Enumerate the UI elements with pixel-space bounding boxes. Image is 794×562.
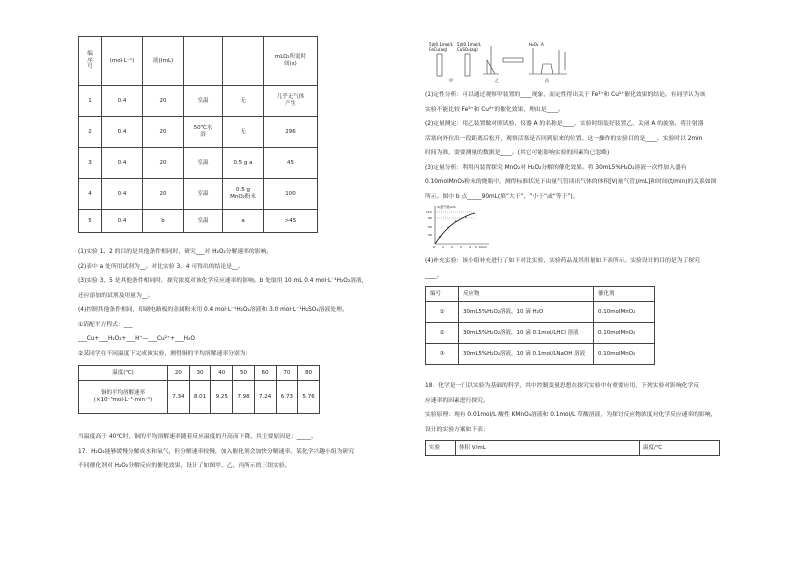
table-cell: 0.4 bbox=[102, 210, 143, 233]
table-cell: 0.10molMnO₂ bbox=[594, 302, 655, 323]
table-row bbox=[426, 323, 655, 344]
point-label: D bbox=[439, 235, 442, 239]
table-cell: ① bbox=[426, 302, 459, 323]
table-cell: 0.5 g a bbox=[223, 148, 264, 179]
volume-curve bbox=[435, 213, 475, 244]
table-cell: 0.4 bbox=[102, 179, 143, 210]
table-cell: 30mL5%H₂O₂溶液，10 滴 H₂O bbox=[459, 302, 594, 323]
table-cell: 铜的平均溶解速率 (×10⁻³mol·L⁻¹·min⁻¹) bbox=[79, 381, 168, 414]
table-row bbox=[79, 86, 318, 117]
right-column bbox=[425, 40, 725, 456]
y-axis-label: V(量气管)/mL bbox=[437, 205, 456, 209]
syringe-icon bbox=[503, 58, 523, 62]
table-cell bbox=[223, 37, 264, 86]
table-row bbox=[79, 210, 318, 233]
question-4-iii: 当温度高于 40℃时，铜的平均溶解速率随着反应温度的升高而下降，其主要原因是：_____。 bbox=[78, 434, 317, 440]
table-row bbox=[79, 381, 320, 414]
table-row bbox=[79, 117, 318, 148]
table-cell: 实验 bbox=[426, 441, 456, 456]
x-axis-label: t/min bbox=[479, 245, 487, 249]
table-cell: 5 bbox=[79, 210, 102, 233]
table-cell: 20 bbox=[143, 148, 184, 179]
y-tick: 90 bbox=[428, 216, 432, 220]
fig-label: 乙 bbox=[495, 78, 499, 83]
table-cell: 20 bbox=[143, 86, 184, 117]
fig-label: FeCl₃(aq) bbox=[429, 47, 448, 52]
table-cell: 60 bbox=[254, 366, 276, 381]
point-label: b bbox=[455, 219, 457, 223]
gas-burette-icon bbox=[529, 48, 567, 74]
fig-label: 丙 bbox=[545, 78, 549, 83]
table-cell: 30mL5%H₂O₂溶液，10 滴 0.1mol/LNaOH 溶液 bbox=[459, 344, 594, 365]
table-cell: 室温 bbox=[184, 148, 223, 179]
question-2: (2)表中 a 处所用试剂为__。对比实验 3、4 可得出的结论是__。 bbox=[78, 263, 244, 270]
question-18-design: 设计的实验方案如下表： bbox=[425, 426, 489, 433]
table-cell: 温度(℃) bbox=[79, 366, 168, 381]
part-2-cont2: 时间为准，需要测量的数据是____。(其它可能影响实验的因素均已忽略) bbox=[425, 150, 610, 156]
table-cell: 编 序 号 bbox=[79, 37, 102, 86]
table-cell: 3 bbox=[79, 148, 102, 179]
part-2-cont: 活塞向外拉出一段距离后松开，观察活塞是否回到原来的位置。这一操作的实验目的是____。实验时以 2min bbox=[425, 135, 703, 142]
table-cell: 0.5 g MnO₂粉末 bbox=[223, 179, 264, 210]
point-label: a bbox=[447, 225, 449, 229]
table-header-row bbox=[79, 37, 318, 86]
table-cell: 20 bbox=[168, 366, 190, 381]
table-cell: 0.4 bbox=[102, 117, 143, 148]
x-tick: 3 bbox=[460, 245, 462, 249]
table-cell: 催化剂 bbox=[594, 287, 655, 302]
x-tick: 1 bbox=[442, 245, 444, 249]
question-18-principle: 实验原理：现有 0.01mol/L 酸性 KMnO₄溶液和 0.1mol/L 草酸溶液，为探讨反应物浓度对化学反应速率的影响， bbox=[425, 412, 717, 418]
question-17: 17．H₂O₂能够缓慢分解成水和氧气，但分解速率较慢，加入催化剂会加快分解速率。某化学兴趣小组为研究 bbox=[78, 448, 355, 455]
table-row bbox=[426, 302, 655, 323]
question-1: (1)实验 1、2 的目的是其他条件相同时，研究___对 H₂O₂分解速率的影响。 bbox=[78, 249, 273, 255]
table-cell: 20 bbox=[143, 117, 184, 148]
part-4-cont: ____。 bbox=[425, 272, 443, 279]
table-cell: 室温 bbox=[184, 86, 223, 117]
table-cell: 20 bbox=[143, 179, 184, 210]
table-cell bbox=[184, 37, 223, 86]
question-3-cont: 还应添加的试剂及用量为__。 bbox=[78, 292, 154, 299]
table-header-row bbox=[426, 287, 655, 302]
part-1: (1)定性分析：可以通过观察甲装置的____现象，而定性得出关于 Fe³⁺和 Cu²⁺催化效果的结论。有同学认为该 bbox=[425, 92, 706, 98]
part-3-cont2: 所示。图中 b 点_____90mL(填“大于”、“小于”或“等于”)。 bbox=[425, 193, 579, 200]
question-3: (3)实验 3、5 是其他条件相同时，探究浓度对该化学反应速率的影响。b 处取用 10 mL 0.4 mol·L⁻¹H₂O₂溶液， bbox=[78, 278, 368, 284]
questions-block-2 bbox=[78, 430, 398, 474]
fig-label: A bbox=[541, 42, 544, 47]
table-cell: 无 bbox=[223, 117, 264, 148]
table-cell: 7.98 bbox=[233, 381, 255, 414]
fig-label: CuSO₄(aq) bbox=[457, 47, 478, 52]
table-cell: 50 bbox=[233, 366, 255, 381]
apparatus-figure bbox=[425, 40, 575, 84]
table-cell: 0.10molMnO₂ bbox=[594, 344, 655, 365]
table-cell: 0.4 bbox=[102, 148, 143, 179]
table-cell: 296 bbox=[264, 117, 318, 148]
y-tick: 60 bbox=[428, 225, 432, 229]
table-cell: 70 bbox=[276, 366, 298, 381]
table-cell: (mol·L⁻¹) bbox=[102, 37, 143, 86]
table-cell: 体积 V/mL bbox=[456, 441, 640, 456]
x-tick: 0 bbox=[433, 245, 435, 249]
table-cell: 7.24 bbox=[254, 381, 276, 414]
table-cell: 45 bbox=[264, 148, 318, 179]
question-18-cont: 应速率的因素进行探究。 bbox=[425, 397, 489, 404]
table-cell: mLO₂所需时 间(s) bbox=[264, 37, 318, 86]
table-header-row bbox=[426, 441, 720, 456]
x-tick: 4 bbox=[469, 245, 471, 249]
table-cell: 几乎无气体 产生 bbox=[264, 86, 318, 117]
table-row bbox=[79, 148, 318, 179]
table-cell: 0.10molMnO₂ bbox=[594, 323, 655, 344]
fig-label: 5滴0.1mol/L bbox=[429, 42, 453, 47]
table-cell: ③ bbox=[426, 344, 459, 365]
table-cell: ② bbox=[426, 323, 459, 344]
question-18: 18．化学是一门以实验为基础的科学，其中控制变量思想在探究实验中有重要应用，下列实验对影响化学反 bbox=[425, 383, 700, 389]
table-cell: 无 bbox=[223, 86, 264, 117]
questions-block bbox=[78, 245, 398, 361]
fig-label: H₂O₂ bbox=[529, 42, 539, 47]
supplement-table bbox=[425, 286, 655, 365]
table-cell: 液)(mL) bbox=[143, 37, 184, 86]
table-cell: 40 bbox=[211, 366, 233, 381]
question-4: (4)控制其他条件相同，印刷电路板的金属粉末用 0.4 mol·L⁻¹H₂O₂溶液和 3.0 mol·L⁻¹H₂SO₄溶液处理。 bbox=[78, 307, 348, 313]
point-label: A bbox=[465, 215, 468, 219]
part-3: (3)定量分析：利用丙装置探究 MnO₂对 H₂O₂分解的催化效果。将 30mL5%H₂O₂溶液一次性加入盛有 bbox=[425, 164, 687, 171]
part-1-cont: 实验不能比较 Fe³⁺和 Cu²⁺的催化效果，理由是____。 bbox=[425, 106, 564, 113]
question-4-ii: ②某同学在不同温度下完成该实验，测得铜的平均溶解速率分别为： bbox=[78, 350, 252, 357]
table-cell: 2 bbox=[79, 117, 102, 148]
test-tube-icon bbox=[437, 54, 442, 76]
table-cell: 4 bbox=[79, 179, 102, 210]
question-4-i: ①请配平方程式：___ bbox=[78, 321, 133, 328]
experiment-table-1 bbox=[78, 36, 318, 233]
equation-line: ___Cu+___H₂O₂+___H⁺—___Cu²⁺+___H₂O bbox=[78, 336, 195, 342]
table-cell: 0.4 bbox=[102, 86, 143, 117]
fig-label: 5滴0.1mol/L bbox=[457, 42, 481, 47]
flask-icon bbox=[483, 46, 499, 74]
table-cell: >45 bbox=[264, 210, 318, 233]
table-row bbox=[426, 344, 655, 365]
table-cell: 温度/℃ bbox=[640, 441, 720, 456]
table-cell: 100 bbox=[264, 179, 318, 210]
fig-label: 甲 bbox=[449, 78, 453, 83]
table-header-row bbox=[79, 366, 320, 381]
table-cell: 7.34 bbox=[168, 381, 190, 414]
left-column bbox=[78, 36, 398, 474]
table-cell: 6.73 bbox=[276, 381, 298, 414]
table-cell: 室温 bbox=[184, 179, 223, 210]
table-cell: 30mL5%H₂O₂溶液，10 滴 0.1mol/LHCl 溶液 bbox=[459, 323, 594, 344]
table-cell: 50℃水 浴 bbox=[184, 117, 223, 148]
question-18-block bbox=[425, 379, 725, 437]
y-tick: 30 bbox=[428, 233, 432, 237]
table-cell: 室温 bbox=[184, 210, 223, 233]
volume-time-graph bbox=[425, 204, 491, 250]
table-cell: 8.01 bbox=[189, 381, 211, 414]
y-tick: 110 bbox=[426, 210, 432, 214]
table-cell: 9.25 bbox=[211, 381, 233, 414]
question-17-cont: 不同催化剂对 H₂O₂分解反应的催化效果，设计了如图甲、乙、丙所示的三组实验。 bbox=[78, 463, 291, 469]
part-4: (4)补充实验：该小组补充进行了如下对比实验，实验药品及其用量如下表所示。实验设计的目的是为了探究 bbox=[425, 258, 700, 264]
table-cell: b bbox=[143, 210, 184, 233]
table-cell: 反应物 bbox=[459, 287, 594, 302]
test-tube-icon bbox=[465, 54, 470, 76]
temperature-table bbox=[78, 365, 320, 414]
experiment-table-18 bbox=[425, 440, 720, 456]
table-row bbox=[79, 179, 318, 210]
table-cell: a bbox=[223, 210, 264, 233]
x-tick: 5 bbox=[475, 245, 477, 249]
table-cell: 5.76 bbox=[298, 381, 320, 414]
table-cell: 30 bbox=[189, 366, 211, 381]
part-3-cont: 0.10molMnO₂粉末的烧瓶中，测得标准状况下由量气管读出气体的体积[V(量气管)/mL]和时间(t/min)的关系如图 bbox=[425, 179, 717, 185]
part-2: (2)定量测定：用乙装置做对照试验，仪器 A 的名称是____。实验时组装好装置乙，关闭 A 的旋塞，将注射器 bbox=[425, 121, 704, 127]
x-tick: 2 bbox=[451, 245, 453, 249]
table-cell: 编号 bbox=[426, 287, 459, 302]
table-cell: 1 bbox=[79, 86, 102, 117]
table-cell: 80 bbox=[298, 366, 320, 381]
